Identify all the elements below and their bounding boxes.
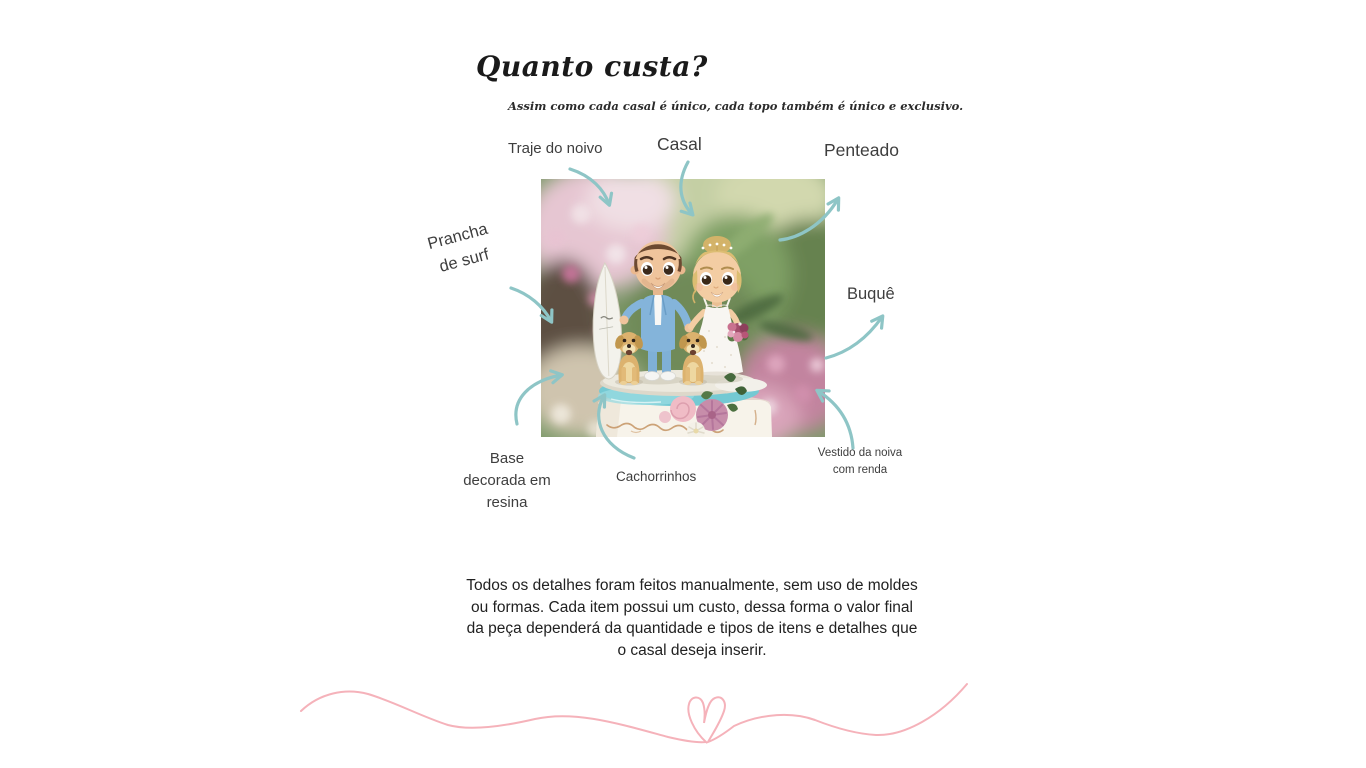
label-traje-do-noivo: Traje do noivo: [508, 140, 603, 157]
page-title: Quanto custa?: [476, 50, 708, 83]
label-penteado: Penteado: [824, 140, 899, 160]
cake-topper-photo: [541, 179, 825, 437]
label-base-decorada: Base decorada em resina: [463, 450, 551, 511]
label-cachorrinhos: Cachorrinhos: [616, 469, 697, 484]
label-vestido-da-noiva: Vestido da noiva com renda: [817, 447, 903, 476]
bouquet: [728, 322, 749, 342]
label-casal: Casal: [657, 134, 702, 154]
description-paragraph: Todos os detalhes foram feitos manualmente, sem uso de moldes ou formas. Cada item possui um custo, dessa forma o valor final da peça dependerá da quantidade e tipos de itens e detalhes que o casal deseja inserir.: [466, 577, 918, 660]
page-subtitle: Assim como cada casal é único, cada topo também é único e exclusivo.: [508, 99, 964, 113]
label-buque: Buquê: [847, 285, 895, 303]
label-prancha-de-surf: Prancha de surf: [425, 219, 491, 276]
heart-line-divider: [301, 684, 967, 742]
arrow-buque: [826, 317, 882, 358]
